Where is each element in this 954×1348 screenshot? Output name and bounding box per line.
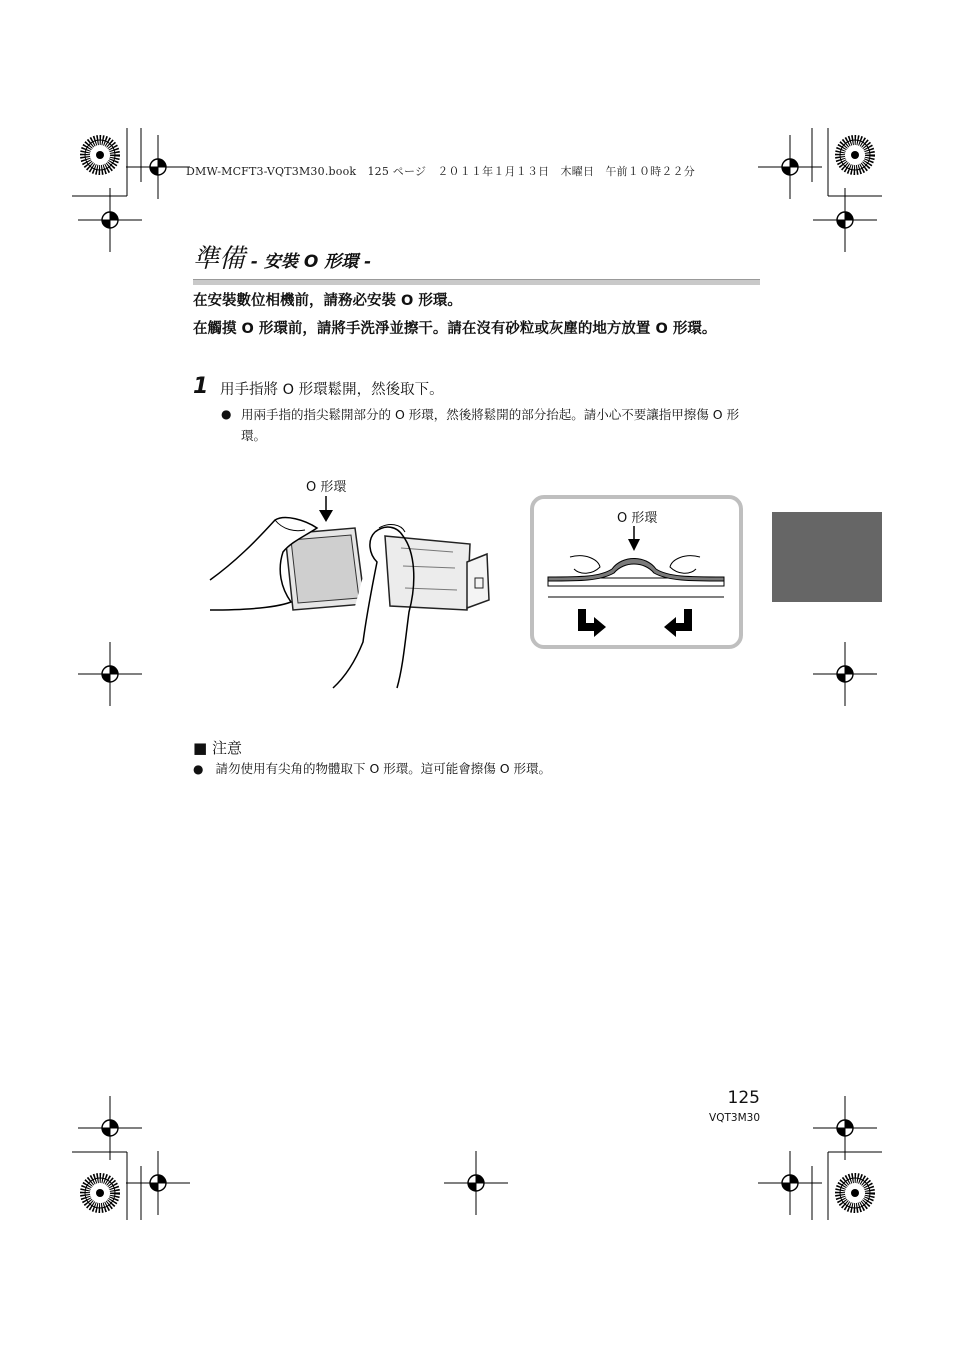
caution-bullet-mark: ●: [193, 762, 204, 776]
o-ring-label-right: O 形環: [617, 507, 657, 526]
step-text: 用手指將 O 形環鬆開，然後取下。: [220, 382, 444, 398]
step-number: 1: [193, 374, 209, 399]
section-title: [193, 244, 760, 285]
document-code: VQT3M30: [709, 1112, 760, 1124]
page-number: 125: [727, 1088, 760, 1108]
hands-illustration: [205, 492, 505, 692]
step-bullet-text: 用兩手指的指尖鬆開部分的 O 形環，然後將鬆開的部分抬起。請小心不要讓指甲擦傷 O 形環。: [241, 407, 740, 443]
square-icon: ■: [193, 739, 208, 757]
caution-heading-text: 注意: [211, 739, 242, 757]
section-tab: [772, 512, 882, 602]
caution-heading: [193, 737, 242, 758]
caution-body: [193, 759, 551, 777]
title-main: 準備: [193, 244, 246, 274]
page-title: [193, 244, 760, 277]
intro-line-2: 在觸摸 O 形環前，請將手洗淨並擦干。請在沒有砂粒或灰塵的地方放置 O 形環。: [193, 321, 717, 337]
o-ring-label-left: O 形環: [306, 480, 347, 495]
print-header: DMW-MCFT3-VQT3M30.book 125 ページ ２０１１年１月１３日 木曜日 午前１０時２２分: [186, 165, 695, 178]
bullet-mark: ●: [221, 407, 232, 421]
caution-text: 請勿使用有尖角的物體取下 O 形環。這可能會擦傷 O 形環。: [215, 761, 552, 776]
intro-line-1: 在安裝數位相機前，請務必安裝 O 形環。: [193, 293, 462, 309]
title-sub: - 安裝 O 形環 -: [245, 252, 372, 272]
title-rule: [193, 279, 760, 285]
